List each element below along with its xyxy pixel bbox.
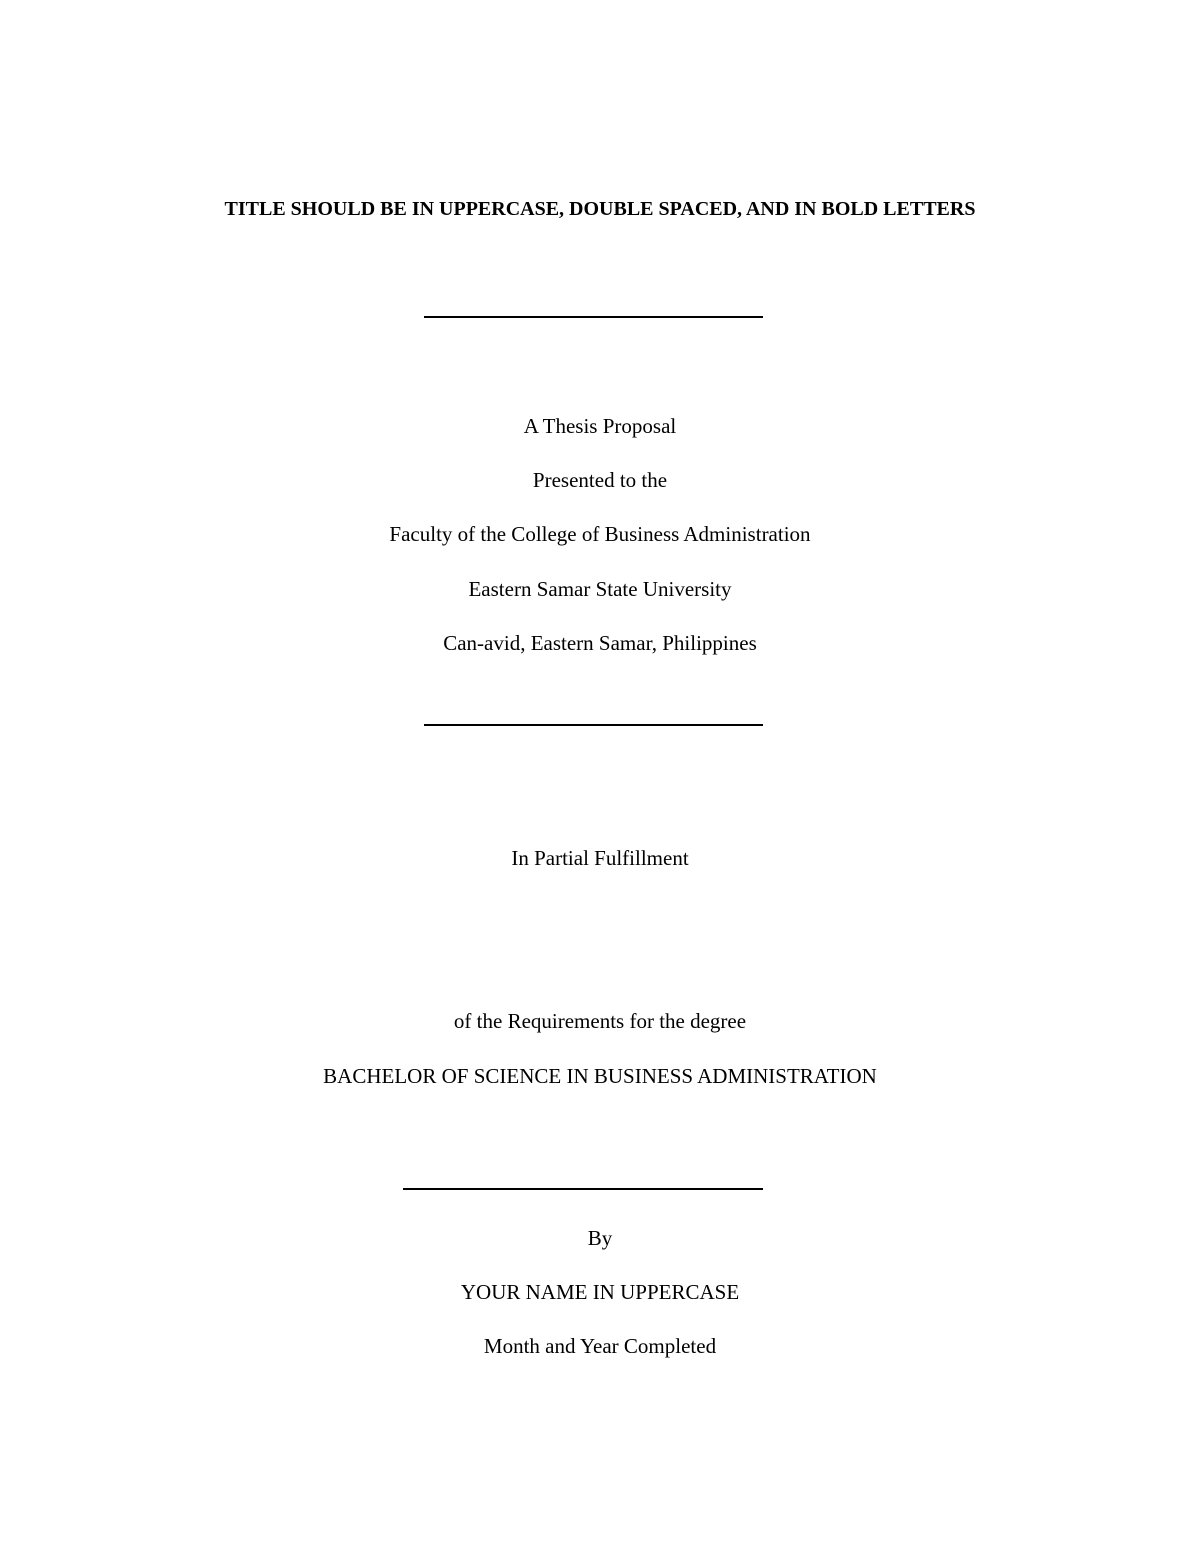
degree-name: BACHELOR OF SCIENCE IN BUSINESS ADMINISTRATION [323,1064,877,1088]
divider-line-1 [424,316,763,318]
presented-to: Presented to the [532,468,668,492]
divider-line-3 [403,1188,763,1190]
proposal-type: A Thesis Proposal [523,414,677,438]
partial-fulfillment: In Partial Fulfillment [511,846,689,870]
completion-date: Month and Year Completed [483,1334,717,1358]
faculty-name: Faculty of the College of Business Administration [389,522,811,546]
divider-line-2 [424,724,763,726]
degree-requirements: of the Requirements for the degree [453,1009,747,1033]
university-address: Can-avid, Eastern Samar, Philippines [443,631,757,655]
by-label: By [587,1226,613,1250]
author-name: YOUR NAME IN UPPERCASE [460,1280,740,1304]
thesis-title: TITLE SHOULD BE IN UPPERCASE, DOUBLE SPACED, AND IN BOLD LETTERS [224,198,976,220]
university-name: Eastern Samar State University [468,577,732,601]
